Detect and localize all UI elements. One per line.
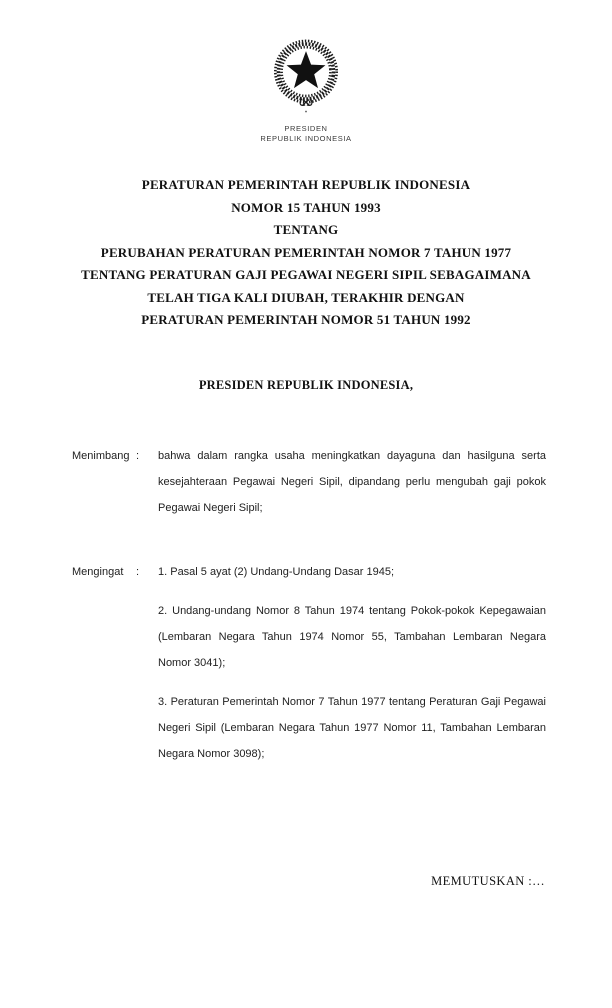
mengingat-label: Mengingat (72, 565, 124, 578)
title-line-5: TENTANG PERATURAN GAJI PEGAWAI NEGERI SIPIL SEBAGAIMANA (81, 267, 531, 282)
mengingat-body (158, 559, 546, 767)
letterhead-republik-indonesia: REPUBLIK INDONESIA (260, 134, 352, 143)
menimbang-clause (72, 443, 546, 521)
letterhead (0, 36, 612, 144)
regulation-title (0, 174, 612, 332)
menimbang-label: Menimbang (72, 449, 130, 462)
menimbang-body (158, 443, 546, 521)
presidential-emblem (260, 36, 352, 116)
star-wreath-emblem-icon (260, 36, 352, 116)
memutuskan-line: MEMUTUSKAN :… (431, 873, 545, 888)
menimbang-text: bahwa dalam rangka usaha meningkatkan dayaguna dan hasilguna serta kesejahteraan Pegawai Negeri Sipil, dipandang perlu mengubah gaji pokok Pegawai Negeri Sipil; (158, 449, 546, 514)
mengingat-item-2: 2. Undang-undang Nomor 8 Tahun 1974 tentang Pokok-pokok Kepegawaian (Lembaran Negara Tahun 1974 Nomor 55, Tambahan Lembaran Negara Nomor 3041); (158, 604, 546, 669)
mengingat-separator: : (136, 565, 140, 578)
salutation: PRESIDEN REPUBLIK INDONESIA, (198, 377, 414, 392)
title-line-4: PERUBAHAN PERATURAN PEMERINTAH NOMOR 7 TAHUN 1977 (100, 244, 512, 260)
letterhead-presiden: PRESIDEN (284, 124, 328, 133)
mengingat-item-3: 3. Peraturan Pemerintah Nomor 7 Tahun 1977 tentang Peraturan Gaji Pegawai Negeri Sipil (Lembaran Negara Tahun 1977 Nomor 11, Tambahan Lembaran Negara Nomor 3098); (158, 695, 546, 760)
menimbang-separator: : (136, 449, 140, 462)
title-line-2: NOMOR 15 TAHUN 1993 (231, 199, 381, 215)
mengingat-clause (72, 559, 546, 767)
mengingat-item-1: 1. Pasal 5 ayat (2) Undang-Undang Dasar 1945; (158, 565, 395, 578)
title-line-6: TELAH TIGA KALI DIUBAH, TERAKHIR DENGAN (147, 289, 465, 305)
star-icon (287, 51, 326, 88)
title-line-3: TENTANG (273, 222, 339, 237)
title-line-7: PERATURAN PEMERINTAH NOMOR 51 TAHUN 1992 (141, 312, 471, 327)
title-line-1: PERATURAN PEMERINTAH REPUBLIK INDONESIA (141, 177, 471, 192)
